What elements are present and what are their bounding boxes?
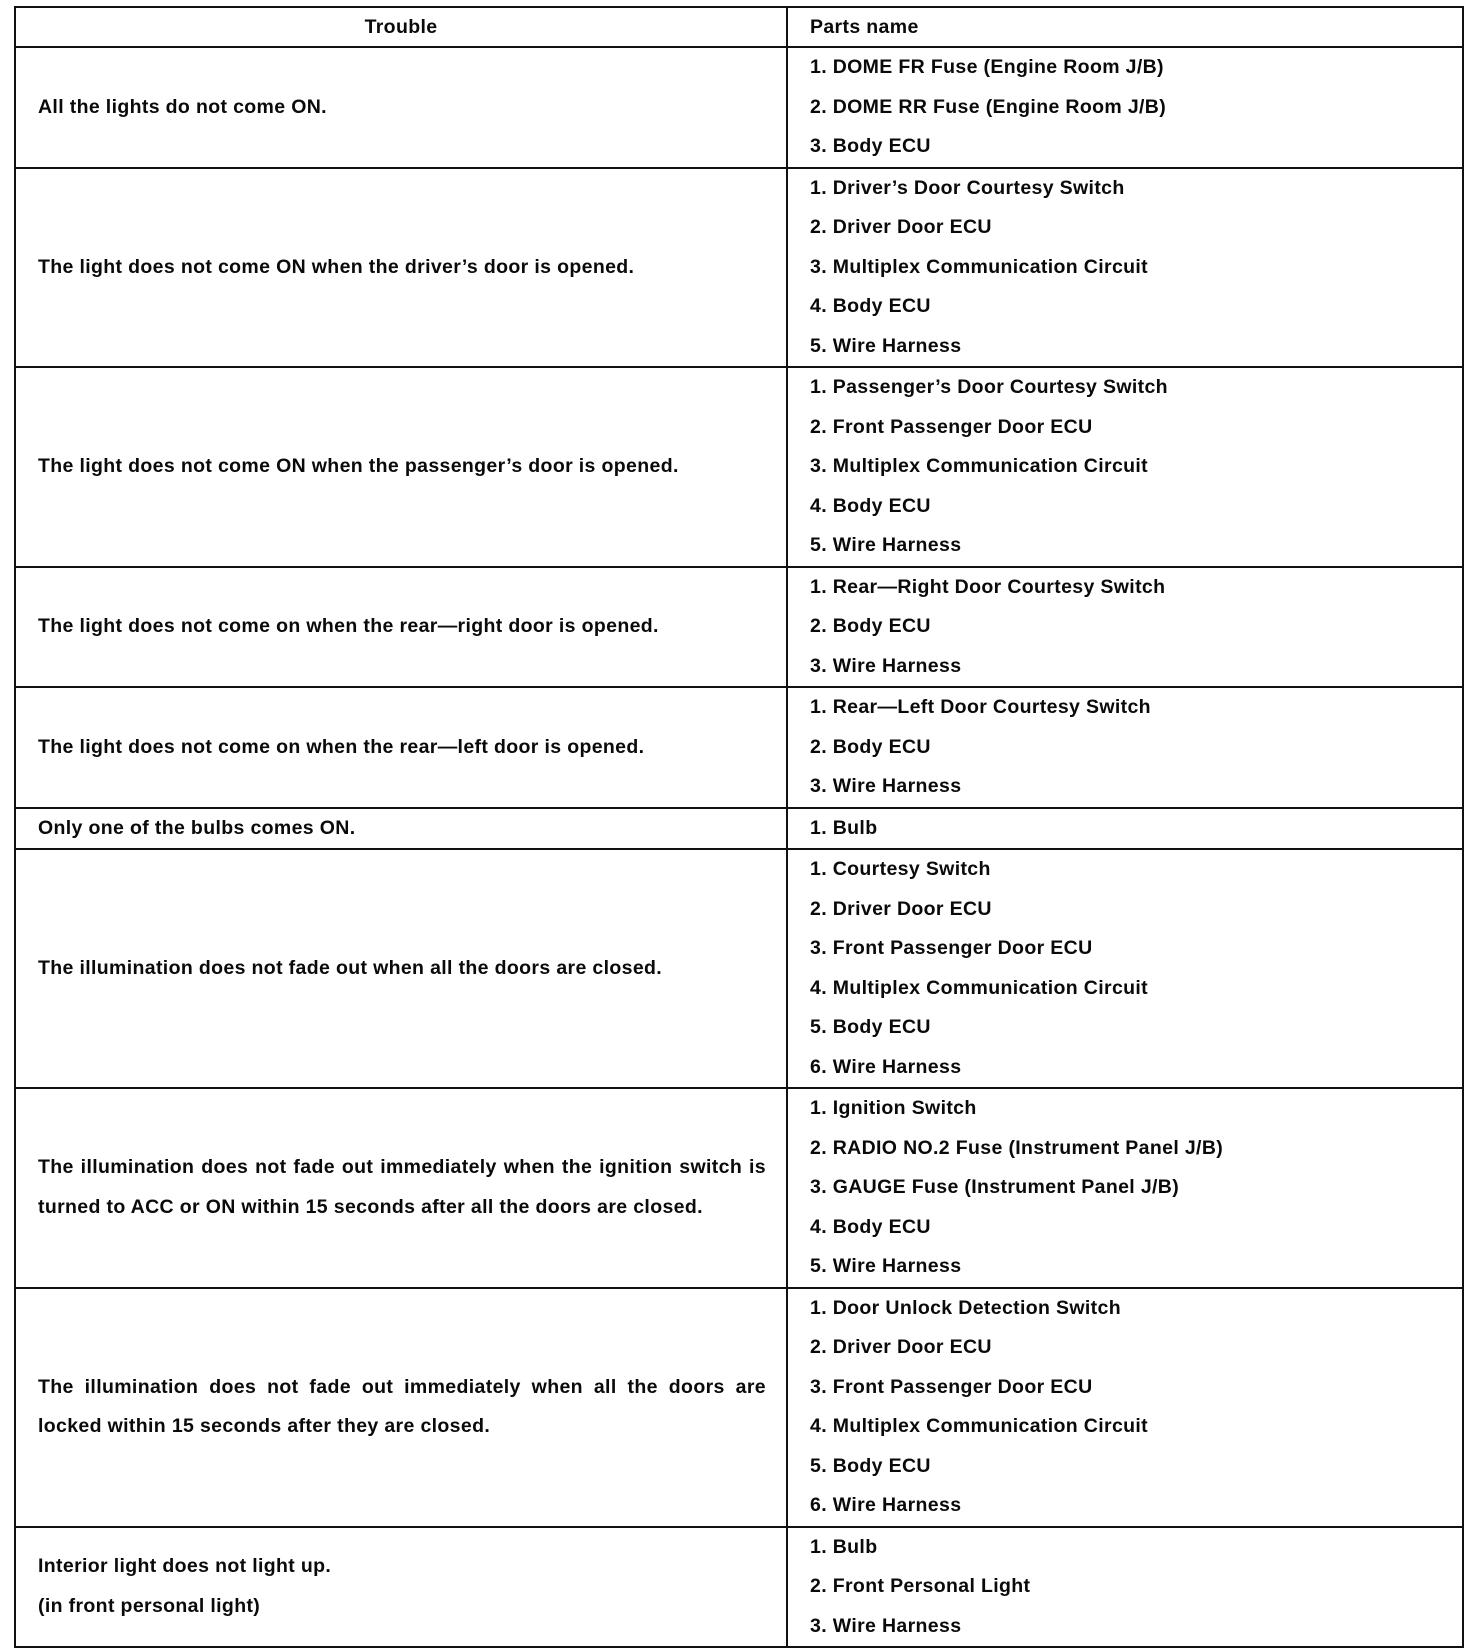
table-row	[15, 1288, 1463, 1527]
parts-cell	[787, 168, 1463, 368]
part-item: 1. Bulb	[810, 1535, 878, 1558]
trouble-column-header: Trouble	[15, 7, 787, 47]
part-item: 3. Multiplex Communication Circuit	[810, 255, 1149, 278]
part-item: 2. Driver Door ECU	[810, 897, 992, 920]
table-body	[15, 47, 1463, 1647]
part-item: 1. Bulb	[810, 816, 878, 839]
trouble-text: The illumination does not fade out immediately when all the doors are locked within 15 seconds after they are closed.	[38, 1375, 766, 1437]
part-item: 1. Rear—Left Door Courtesy Switch	[810, 696, 1151, 718]
part-item: 3. Wire Harness	[810, 775, 962, 797]
trouble-cell	[15, 808, 787, 850]
trouble-text: (in front personal light)	[38, 1594, 261, 1617]
part-item: 6. Wire Harness	[810, 1055, 962, 1078]
table-row	[15, 47, 1463, 168]
parts-cell	[787, 367, 1463, 567]
part-item: 5. Body ECU	[810, 1016, 931, 1038]
part-item: 3. Front Passenger Door ECU	[810, 1375, 1093, 1398]
table-row	[15, 849, 1463, 1088]
part-item: 1. Driver’s Door Courtesy Switch	[810, 176, 1125, 199]
trouble-text: The illumination does not fade out when all the doors are closed.	[38, 956, 663, 979]
trouble-text: The light does not come ON when the driver’s door is opened.	[38, 255, 635, 278]
part-item: 3. Body ECU	[810, 135, 931, 157]
trouble-cell	[15, 567, 787, 688]
part-item: 1. DOME FR Fuse (Engine Room J/B)	[810, 56, 1164, 78]
part-item: 2. Front Passenger Door ECU	[810, 415, 1093, 438]
part-item: 4. Multiplex Communication Circuit	[810, 976, 1149, 999]
trouble-cell	[15, 1527, 787, 1648]
table-row	[15, 168, 1463, 368]
trouble-text: All the lights do not come ON.	[38, 95, 327, 118]
parts-cell	[787, 567, 1463, 688]
troubleshooting-sheet	[14, 6, 1462, 1637]
part-item: 4. Body ECU	[810, 494, 931, 517]
part-item: 2. Body ECU	[810, 615, 931, 637]
trouble-cell	[15, 1088, 787, 1288]
trouble-cell	[15, 849, 787, 1088]
trouble-cell	[15, 1288, 787, 1527]
trouble-cell	[15, 367, 787, 567]
part-item: 3. Multiplex Communication Circuit	[810, 455, 1149, 477]
part-item: 3. Wire Harness	[810, 1614, 962, 1637]
table-row	[15, 808, 1463, 850]
trouble-parts-table	[14, 6, 1464, 1648]
part-item: 5. Body ECU	[810, 1454, 931, 1477]
part-item: 2. RADIO NO.2 Fuse (Instrument Panel J/B)	[810, 1136, 1224, 1159]
trouble-text: Only one of the bulbs comes ON.	[38, 816, 356, 839]
part-item: 1. Courtesy Switch	[810, 858, 991, 880]
part-item: 1. Passenger’s Door Courtesy Switch	[810, 376, 1168, 398]
part-item: 1. Ignition Switch	[810, 1097, 977, 1119]
trouble-text: The light does not come on when the rear—right door is opened.	[38, 615, 659, 637]
parts-cell	[787, 47, 1463, 168]
part-item: 4. Multiplex Communication Circuit	[810, 1415, 1149, 1437]
part-item: 3. Wire Harness	[810, 654, 962, 677]
part-item: 5. Wire Harness	[810, 534, 962, 556]
part-item: 3. Front Passenger Door ECU	[810, 937, 1093, 959]
part-item: 1. Door Unlock Detection Switch	[810, 1296, 1121, 1319]
part-item: 2. Driver Door ECU	[810, 216, 992, 238]
part-item: 3. GAUGE Fuse (Instrument Panel J/B)	[810, 1176, 1180, 1198]
parts-cell	[787, 808, 1463, 850]
part-item: 1. Rear—Right Door Courtesy Switch	[810, 575, 1166, 598]
part-item: 5. Wire Harness	[810, 1255, 962, 1277]
trouble-text: The illumination does not fade out immediately when the ignition switch is turned to ACC or ON within 15 seconds after all the doors are closed.	[38, 1156, 766, 1218]
table-row	[15, 687, 1463, 808]
parts-cell	[787, 687, 1463, 808]
parts-cell	[787, 1088, 1463, 1288]
parts-name-column-header: Parts name	[787, 7, 1463, 47]
parts-cell	[787, 1288, 1463, 1527]
parts-cell	[787, 1527, 1463, 1648]
trouble-text: Interior light does not light up.	[38, 1555, 332, 1578]
part-item: 2. Body ECU	[810, 735, 931, 758]
part-item: 4. Body ECU	[810, 1215, 931, 1238]
part-item: 2. Driver Door ECU	[810, 1336, 992, 1358]
part-item: 5. Wire Harness	[810, 334, 962, 357]
table-row	[15, 1527, 1463, 1648]
trouble-text: The light does not come ON when the passenger’s door is opened.	[38, 455, 679, 477]
table-row	[15, 1088, 1463, 1288]
trouble-cell	[15, 168, 787, 368]
trouble-text: The light does not come on when the rear—left door is opened.	[38, 735, 645, 758]
parts-cell	[787, 849, 1463, 1088]
table-header-row	[15, 7, 1463, 47]
part-item: 2. Front Personal Light	[810, 1575, 1031, 1597]
trouble-cell	[15, 47, 787, 168]
part-item: 2. DOME RR Fuse (Engine Room J/B)	[810, 95, 1167, 118]
part-item: 6. Wire Harness	[810, 1494, 962, 1516]
table-row	[15, 567, 1463, 688]
part-item: 4. Body ECU	[810, 295, 931, 317]
table-row	[15, 367, 1463, 567]
trouble-cell	[15, 687, 787, 808]
